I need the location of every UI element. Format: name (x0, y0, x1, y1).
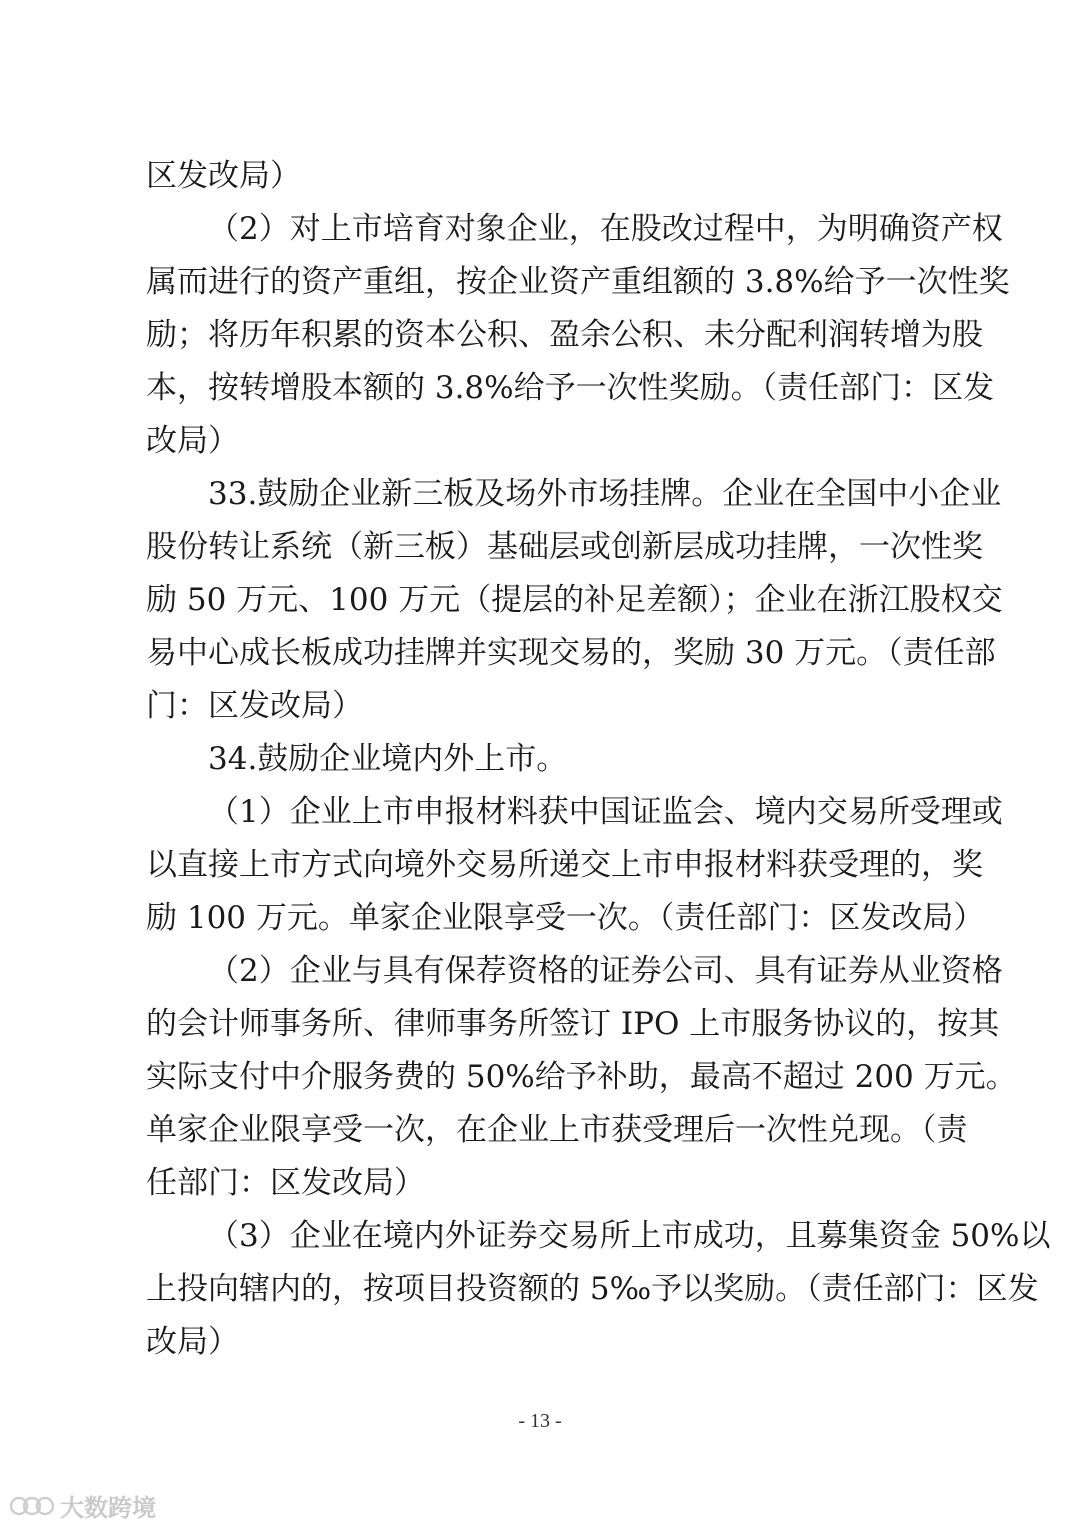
text-line: 励 50 万元、100 万元（提层的补足差额）；企业在浙江股权交 (146, 582, 1003, 618)
text-line: （1）企业上市申报材料获中国证监会、境内交易所受理或 (208, 794, 1003, 830)
text-line: 励 100 万元。单家企业限享受一次。（责任部门：区发改局） (146, 900, 985, 936)
text-line: 34.鼓励企业境内外上市。 (208, 741, 568, 777)
text-line: 实际支付中介服务费的 50%给予补助，最高不超过 200 万元。 (146, 1059, 1017, 1095)
text-line: 属而进行的资产重组，按企业资产重组额的 3.8%给予一次性奖 (146, 264, 1010, 300)
text-line: 改局） (146, 423, 239, 459)
text-line: 改局） (146, 1324, 239, 1360)
page-number: - 13 - (518, 1410, 562, 1432)
document-body (146, 150, 1051, 1369)
watermark-logo-icon (10, 1493, 54, 1519)
text-line: 任部门：区发改局） (146, 1165, 425, 1201)
body-text (146, 150, 1051, 1369)
watermark (10, 1488, 156, 1523)
text-line: 以直接上市方式向境外交易所递交上市申报材料获受理的，奖 (146, 847, 983, 883)
text-line: 的会计师事务所、律师事务所签订 IPO 上市服务协议的，按其 (146, 1006, 1000, 1042)
watermark-text: 大数跨境 (60, 1494, 156, 1522)
text-line: 33.鼓励企业新三板及场外市场挂牌。企业在全国中小企业 (208, 476, 1002, 512)
text-line: （3）企业在境内外证券交易所上市成功，且募集资金 50%以 (208, 1218, 1051, 1254)
text-line: 上投向辖内的，按项目投资额的 5‰予以奖励。（责任部门：区发 (146, 1271, 1039, 1307)
text-line: （2）对上市培育对象企业，在股改过程中，为明确资产权 (208, 211, 1003, 247)
text-line: 门：区发改局） (146, 688, 363, 724)
text-line: 易中心成长板成功挂牌并实现交易的，奖励 30 万元。（责任部 (146, 635, 996, 671)
text-line: 区发改局） (146, 158, 301, 194)
text-line: 单家企业限享受一次，在企业上市获受理后一次性兑现。（责 (146, 1112, 968, 1148)
text-line: （2）企业与具有保荐资格的证券公司、具有证券从业资格 (208, 953, 1003, 989)
text-line: 本，按转增股本额的 3.8%给予一次性奖励。（责任部门：区发 (146, 370, 995, 406)
text-line: 励；将历年积累的资本公积、盈余公积、未分配利润转增为股 (146, 317, 983, 353)
text-line: 股份转让系统（新三板）基础层或创新层成功挂牌，一次性奖 (146, 529, 983, 565)
